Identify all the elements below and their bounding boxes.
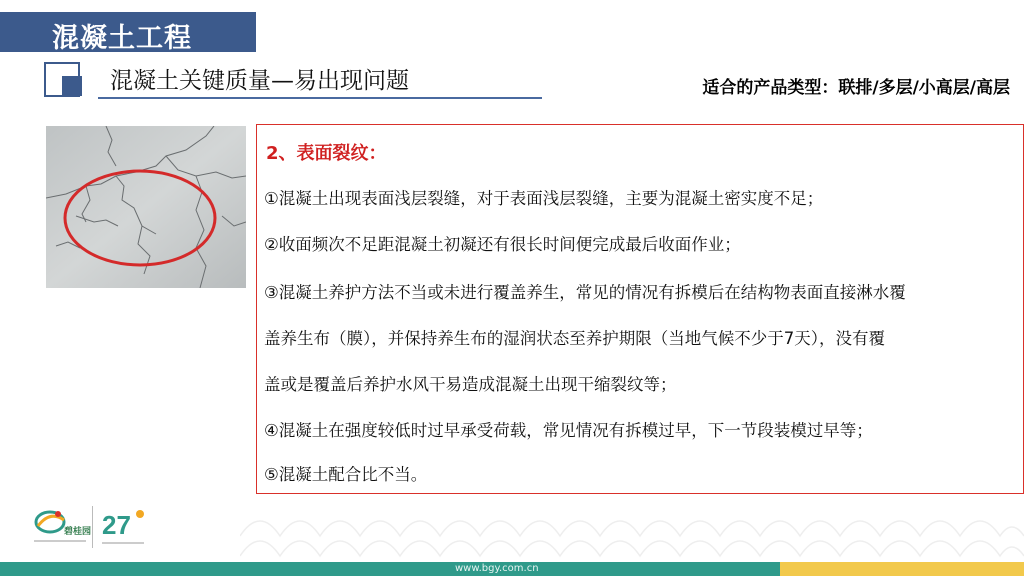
page-subtitle: 混凝土关键质量—易出现问题	[110, 68, 409, 94]
company-logo	[28, 502, 178, 552]
content-line: 盖或是覆盖后养护水风干易造成混凝土出现干缩裂纹等；	[264, 375, 677, 394]
cracked-concrete-photo	[46, 126, 246, 288]
footer-bar	[0, 562, 780, 576]
content-line: ④混凝土在强度较低时过早承受荷载，常见情况有拆模过早，下一节段装模过早等；	[264, 421, 873, 440]
item-heading: 2、表面裂纹：	[266, 143, 387, 164]
footer-bar-accent	[780, 562, 1024, 576]
content-line: ⑤混凝土配合比不当。	[264, 465, 428, 484]
content-box	[256, 124, 1024, 494]
content-line: 盖养生布（膜），并保持养生布的湿润状态至养护期限（当地气候不少于7天），没有覆	[264, 329, 885, 348]
section-title-tab	[0, 12, 256, 52]
content-line: ①混凝土出现表面浅层裂缝，对于表面浅层裂缝，主要为混凝土密实度不足；	[264, 189, 824, 208]
content-line: ②收面频次不足距混凝土初凝还有很长时间便完成最后收面作业；	[264, 235, 741, 254]
logo-text: 碧桂园	[64, 526, 92, 536]
title-underline	[98, 97, 542, 99]
section-title: 混凝土工程	[52, 23, 192, 54]
anniversary-number: 27	[102, 510, 131, 540]
product-type-label: 适合的产品类型：联排/多层/小高层/高层	[702, 78, 1010, 98]
content-line: ③混凝土养护方法不当或未进行覆盖养生，常见的情况有拆模后在结构物表面直接淋水覆	[264, 283, 906, 302]
square-bullet-icon	[44, 62, 84, 98]
background-pattern	[240, 496, 1024, 560]
footer-url: www.bgy.com.cn	[455, 563, 539, 574]
